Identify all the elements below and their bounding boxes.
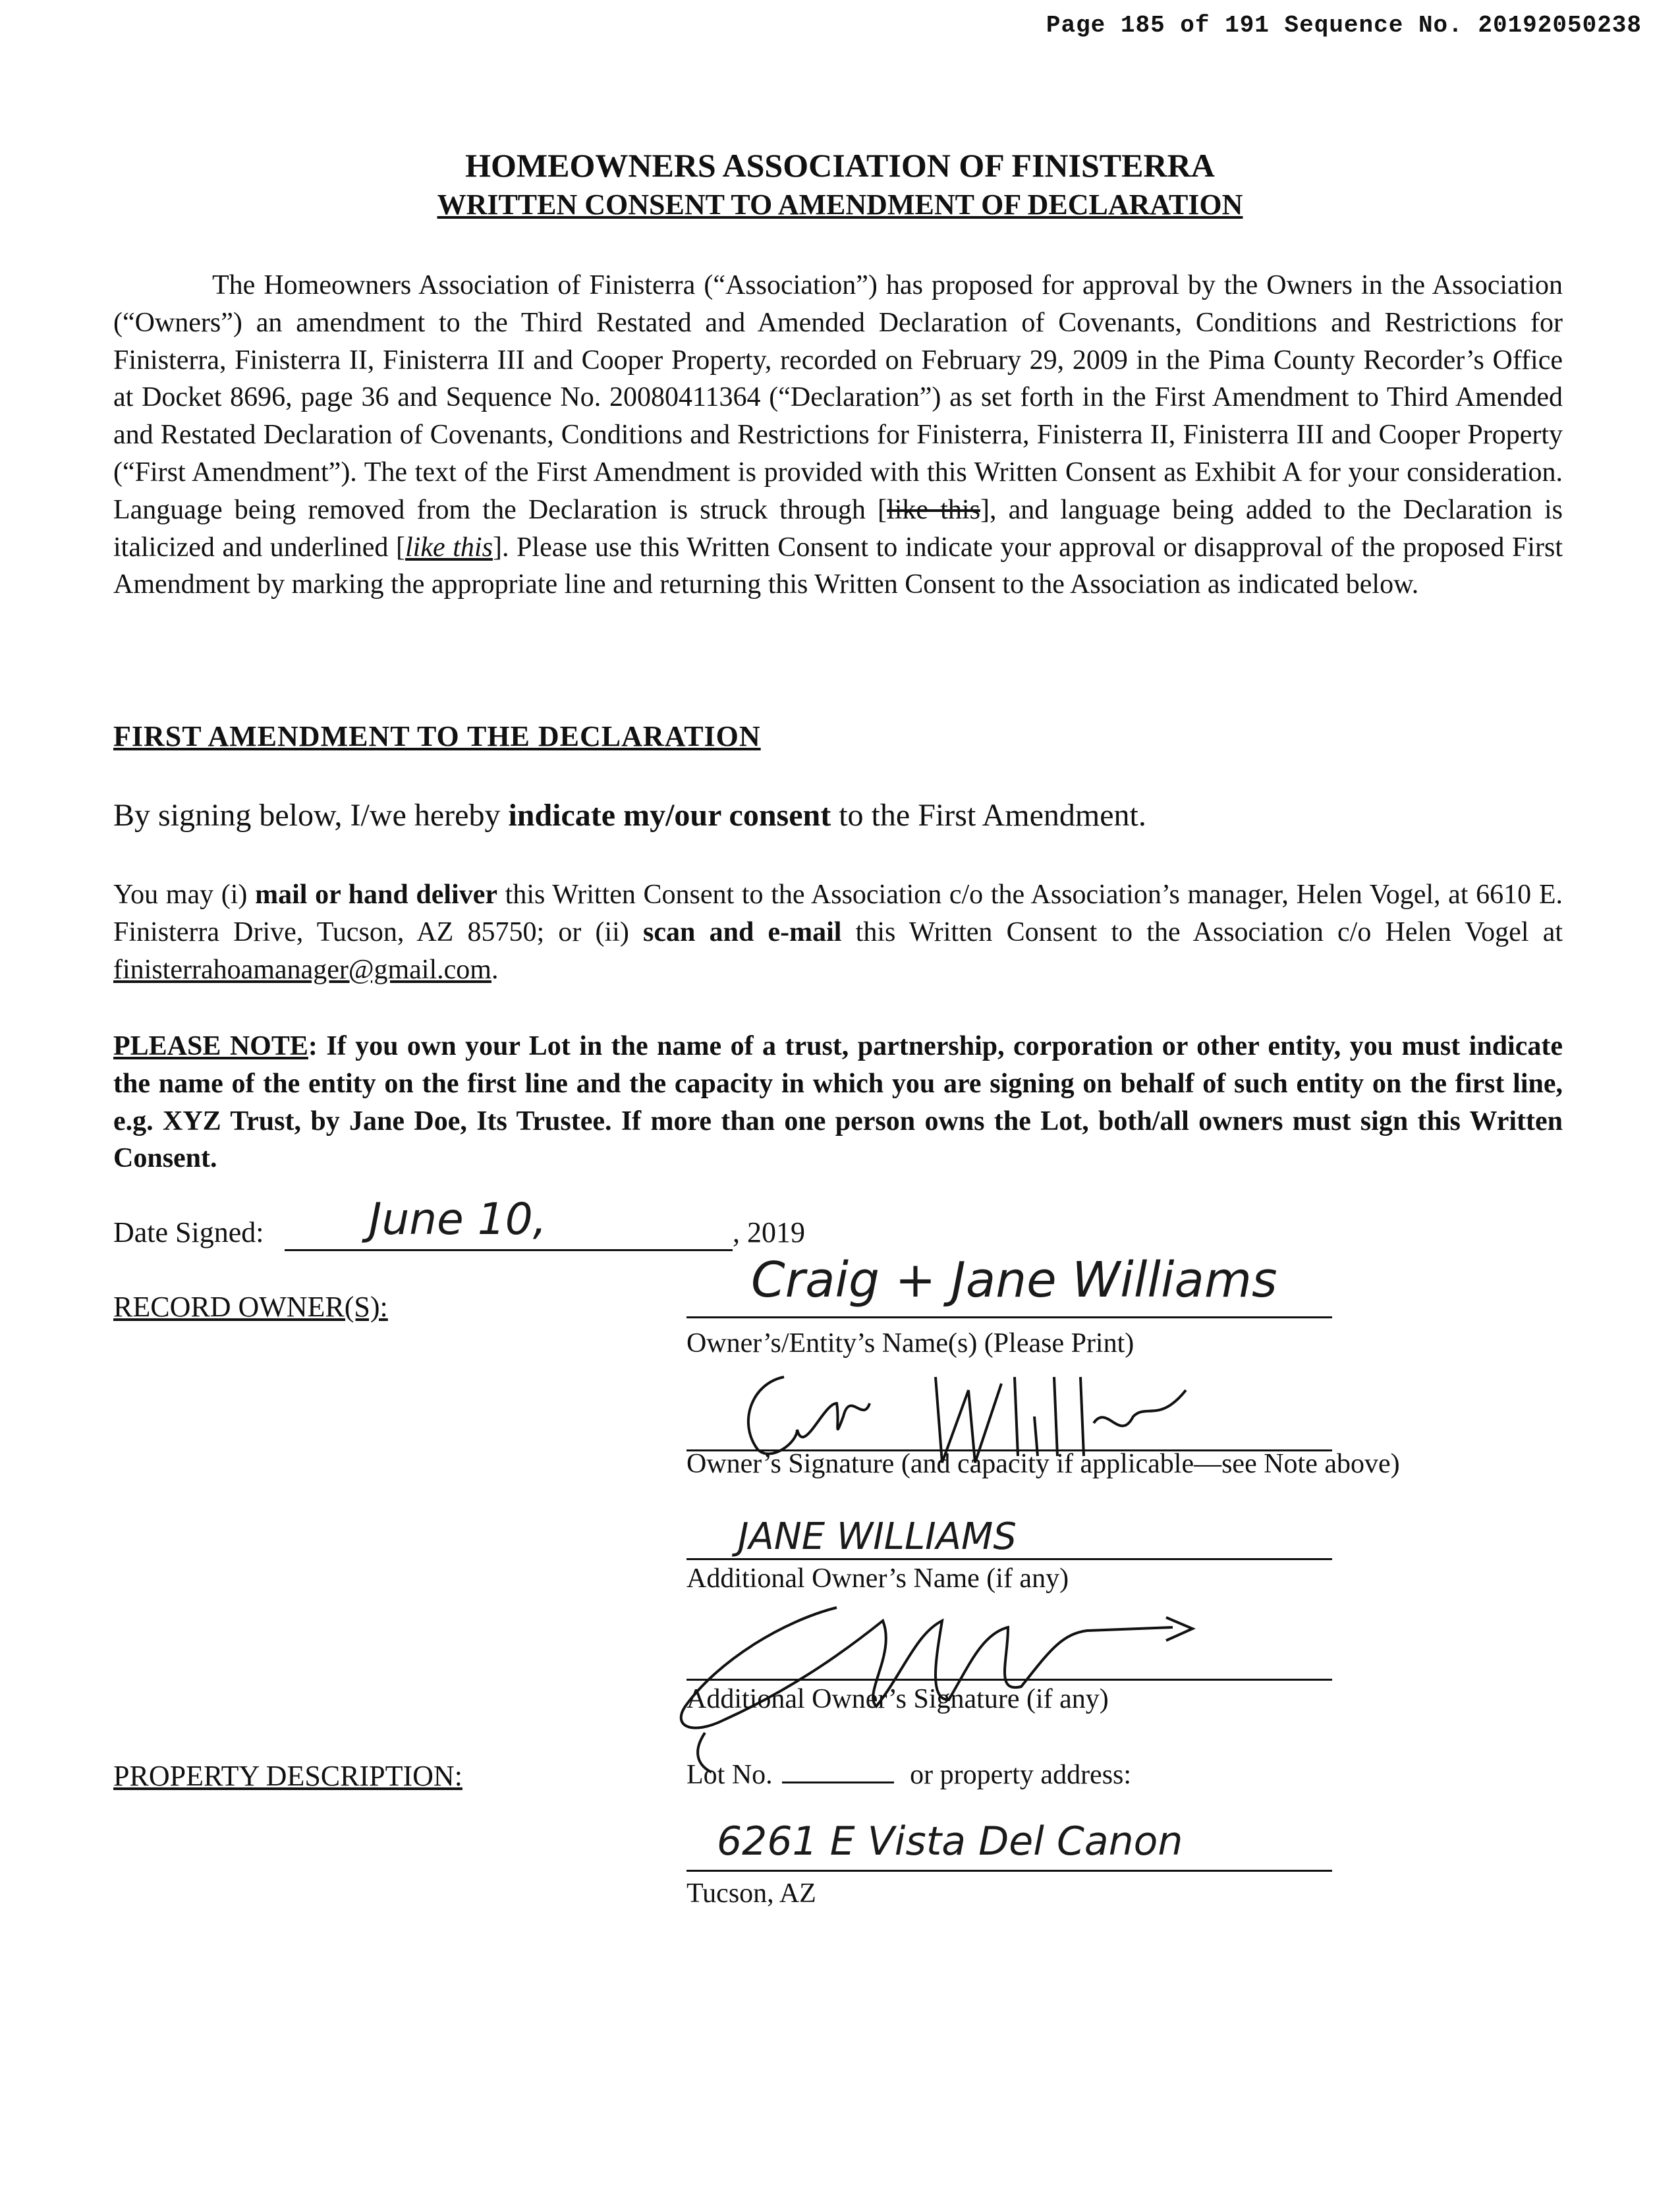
document-title: HOMEOWNERS ASSOCIATION OF FINISTERRA [465, 147, 1215, 184]
lot-prefix: Lot No. [686, 1760, 773, 1790]
date-year: , 2019 [733, 1216, 805, 1248]
property-city: Tucson, AZ [686, 1878, 816, 1909]
lot-suffix: or property address: [903, 1760, 1132, 1790]
page-sequence-stamp: Page 185 of 191 Sequence No. 20192050238 [1046, 12, 1642, 39]
delivery-text-2: this Written Consent to the Association c/o the Association’s manager, Helen Vogel, at 6610 E. Finisterra Drive, Tucson, AZ 85750; or (ii) [113, 880, 1563, 947]
additional-owner-name-handwritten: JANE WILLIAMS [738, 1515, 1017, 1558]
additional-owner-name-caption: Additional Owner’s Name (if any) [686, 1563, 1069, 1594]
delivery-instructions [113, 876, 1563, 988]
intro-text-part2: ], and language being added to the Declaration is italicized and underlined [ [113, 494, 1563, 563]
date-signed-label: Date Signed: [113, 1216, 264, 1248]
owner-name-line [686, 1316, 1332, 1318]
consent-suffix: to the First Amendment. [831, 798, 1146, 833]
delivery-bold-scan: scan and e-mail [643, 916, 842, 947]
consent-prefix: By signing below, I/we hereby [113, 798, 509, 833]
owner-name-caption: Owner’s/Entity’s Name(s) (Please Print) [686, 1328, 1134, 1359]
consent-statement [113, 797, 1146, 833]
delivery-text-1: You may (i) [113, 880, 256, 910]
date-line [285, 1249, 733, 1251]
additional-owner-signature-caption: Additional Owner’s Signature (if any) [686, 1684, 1109, 1714]
note-text: : If you own your Lot in the name of a trust, partnership, corporation or other entity, you must indicate the name of the entity on the first line and the capacity in which you are signing on behalf of such entity on the first line, e.g. XYZ Trust, by Jane Doe, Its Trustee. If more than one person owns the Lot, both/all owners must sign this Written Consent. [113, 1031, 1563, 1174]
owner-signature-caption: Owner’s Signature (and capacity if applicable—see Note above) [686, 1449, 1400, 1479]
lot-number-blank [782, 1762, 894, 1783]
strikethrough-example: like this [887, 494, 980, 525]
consent-bold: indicate my/our consent [508, 798, 831, 833]
additional-owner-name-line [686, 1558, 1332, 1560]
property-description-label: PROPERTY DESCRIPTION: [113, 1760, 462, 1792]
delivery-bold-mail: mail or hand deliver [255, 880, 498, 910]
intro-text-part1: The Homeowners Association of Finisterra (“Association”) has proposed for approval by the Owners in the Association (“Owners”) an amendment to the Third Restated and Amended Declaration of Covenants, Conditions and Restrictions for Finisterra, Finisterra II, Finisterra III and Cooper Property, recorded on February 29, 2009 in the Pima County Recorder’s Office at Docket 8696, page 36 and Sequence No. 20080411364 (“Declaration”) as set forth in the First Amendment to Third Amended and Restated Declaration of Covenants, Conditions and Restrictions for Finisterra, Finisterra II, Finisterra III and Cooper Property (“First Amendment”). The text of the First Amendment is provided with this Written Consent as Exhibit A for your consideration. Language being removed from the Declaration is struck through [ [113, 270, 1563, 525]
intro-paragraph [113, 267, 1563, 603]
intro-text-part3: ]. Please use this Written Consent to indicate your approval or disapproval of the proposed First Amendment by marking the appropriate line and returning this Written Consent to the Association as indicated below. [113, 532, 1563, 600]
date-handwritten: June 10, [369, 1194, 547, 1245]
section-heading: FIRST AMENDMENT TO THE DECLARATION [113, 720, 761, 752]
property-address-handwritten: 6261 E Vista Del Canon [717, 1818, 1183, 1865]
underline-example: like this [405, 532, 493, 563]
property-address-line [686, 1870, 1332, 1872]
additional-owner-signature-line [686, 1679, 1332, 1681]
record-owners-label: RECORD OWNER(S): [113, 1291, 388, 1323]
lot-number-field [686, 1759, 1131, 1791]
note-label: PLEASE NOTE [113, 1031, 308, 1061]
delivery-text-3: this Written Consent to the Association c/o Helen Vogel at [841, 916, 1563, 947]
please-note-paragraph [113, 1028, 1563, 1177]
delivery-text-4: . [491, 954, 499, 985]
manager-email-link[interactable]: finisterrahoamanager@gmail.com [113, 954, 491, 985]
owner-name-handwritten: Craig + Jane Williams [751, 1252, 1277, 1308]
document-subtitle: WRITTEN CONSENT TO AMENDMENT OF DECLARATION [437, 188, 1243, 221]
